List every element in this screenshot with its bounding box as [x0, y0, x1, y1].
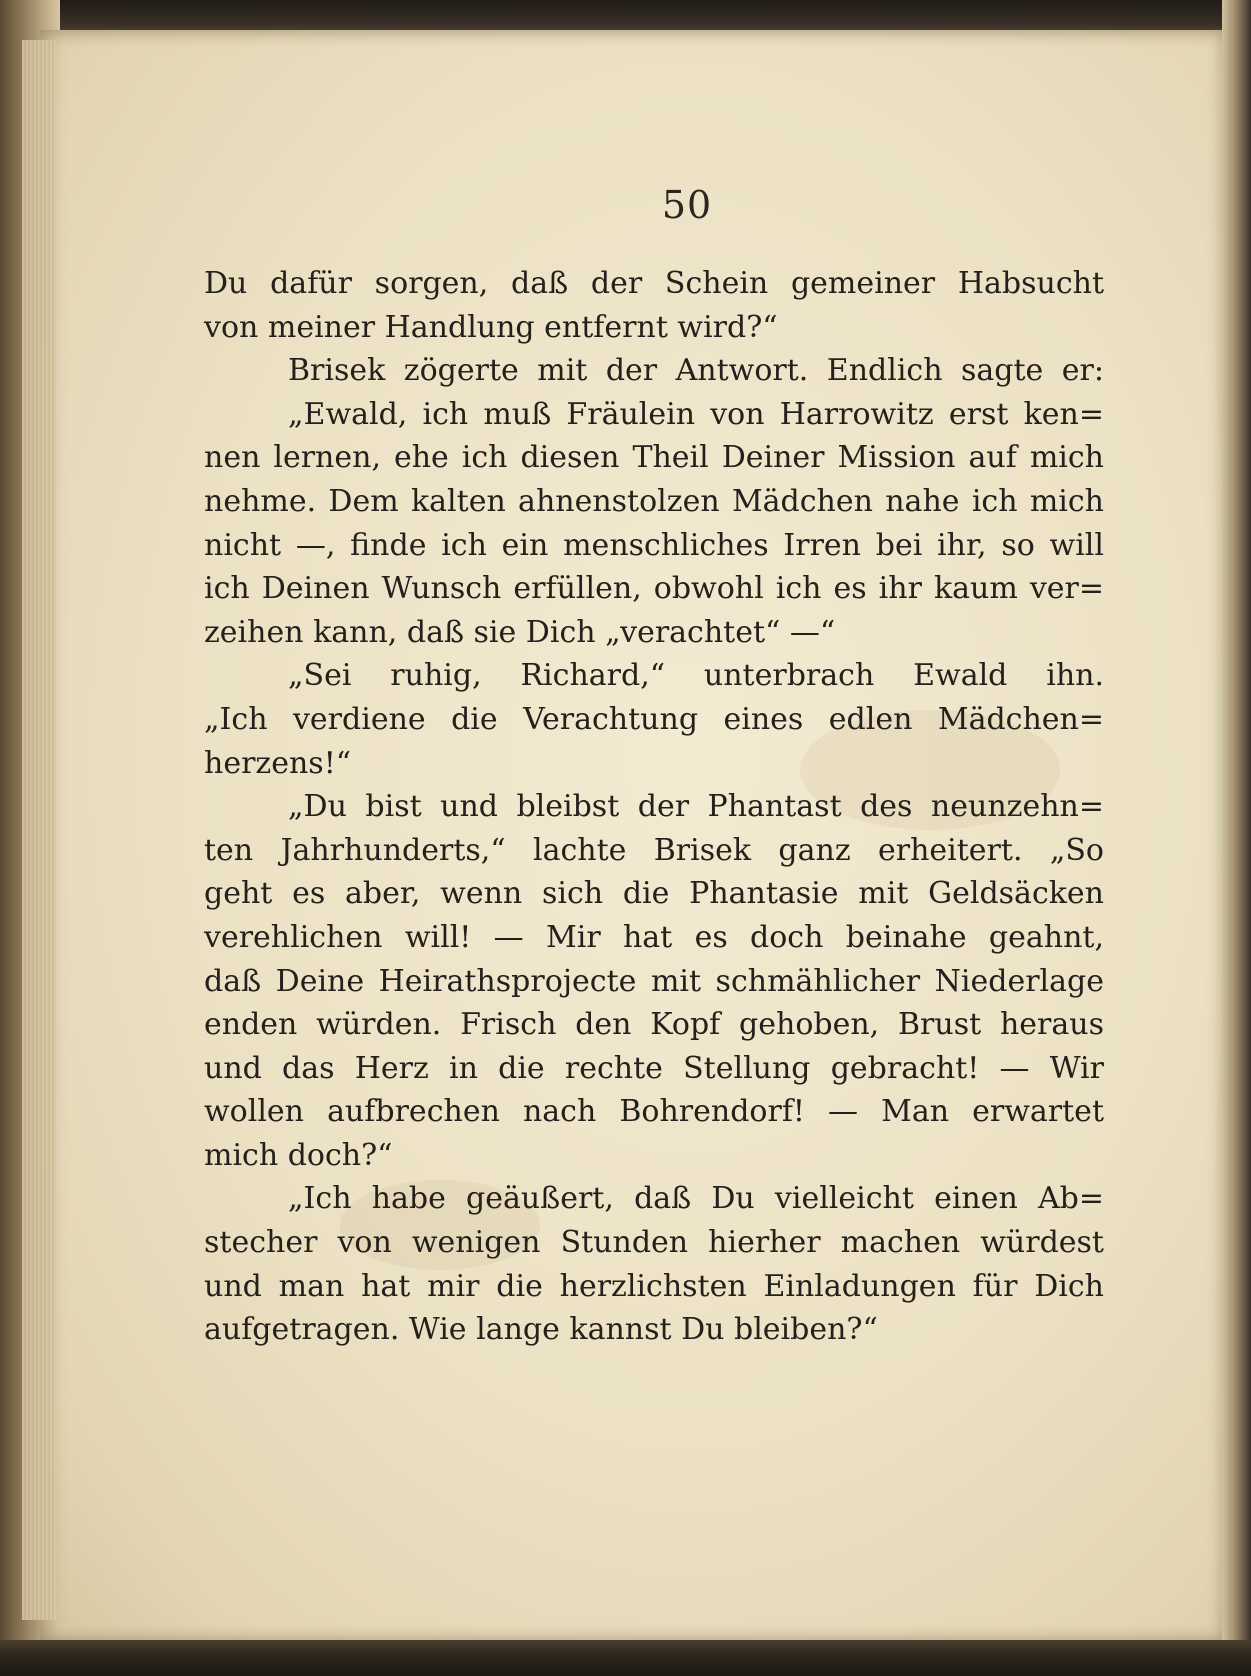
text-line: nicht —, finde ich ein menschliches Irren bei ihr, so will: [204, 527, 1104, 563]
text-line: und das Herz in die rechte Stellung gebracht! — Wir: [204, 1050, 1104, 1086]
text-line: ten Jahrhunderts,“ lachte Brisek ganz erheitert. „So: [204, 832, 1104, 868]
text-line: geht es aber, wenn sich die Phantasie mit Geldsäcken: [204, 876, 1104, 912]
book-bottom-edge: [0, 1640, 1251, 1676]
text-line: wollen aufbrechen nach Bohrendorf! — Man erwartet: [204, 1094, 1104, 1130]
page-edge-stack: [22, 40, 56, 1620]
book-right-edge: [1222, 0, 1251, 1676]
text-line: „Ewald, ich muß Fräulein von Harrowitz erst ken=: [288, 396, 1104, 432]
text-line: enden würden. Frisch den Kopf gehoben, Brust heraus: [204, 1007, 1104, 1043]
text-line: ich Deinen Wunsch erfüllen, obwohl ich es ihr kaum ver=: [204, 571, 1104, 607]
text-line: nehme. Dem kalten ahnenstolzen Mädchen nahe ich mich: [204, 483, 1104, 519]
text-line: Du dafür sorgen, daß der Schein gemeiner Habsucht: [204, 266, 1104, 301]
text-line: mich doch?“: [204, 1137, 393, 1173]
body-text: [204, 262, 1104, 1352]
text-line: aufgetragen. Wie lange kannst Du bleiben?“: [204, 1312, 878, 1348]
text-line: nen lernen, ehe ich diesen Theil Deiner Mission auf mich: [204, 440, 1104, 476]
text-line: „Sei ruhig, Richard,“ unterbrach Ewald ihn.: [288, 658, 1104, 694]
text-line: von meiner Handlung entfernt wird?“: [204, 309, 778, 345]
text-line: stecher von wenigen Stunden hierher machen würdest: [204, 1225, 1104, 1261]
text-line: Brisek zögerte mit der Antwort. Endlich sagte er:: [288, 353, 1104, 389]
text-line: „Ich habe geäußert, daß Du vielleicht einen Ab=: [288, 1181, 1104, 1217]
text-line: und man hat mir die herzlichsten Einladungen für Dich: [204, 1268, 1104, 1304]
text-line: zeihen kann, daß sie Dich „verachtet“ —“: [204, 614, 836, 650]
text-line: „Du bist und bleibst der Phantast des neunzehn=: [288, 789, 1104, 825]
text-line: verehlichen will! — Mir hat es doch beinahe geahnt,: [204, 919, 1104, 955]
text-line: daß Deine Heirathsprojecte mit schmählicher Niederlage: [204, 963, 1104, 999]
page-number: 50: [661, 183, 713, 227]
text-line: „Ich verdiene die Verachtung eines edlen Mädchen=: [204, 701, 1104, 737]
text-line: herzens!“: [204, 745, 352, 781]
